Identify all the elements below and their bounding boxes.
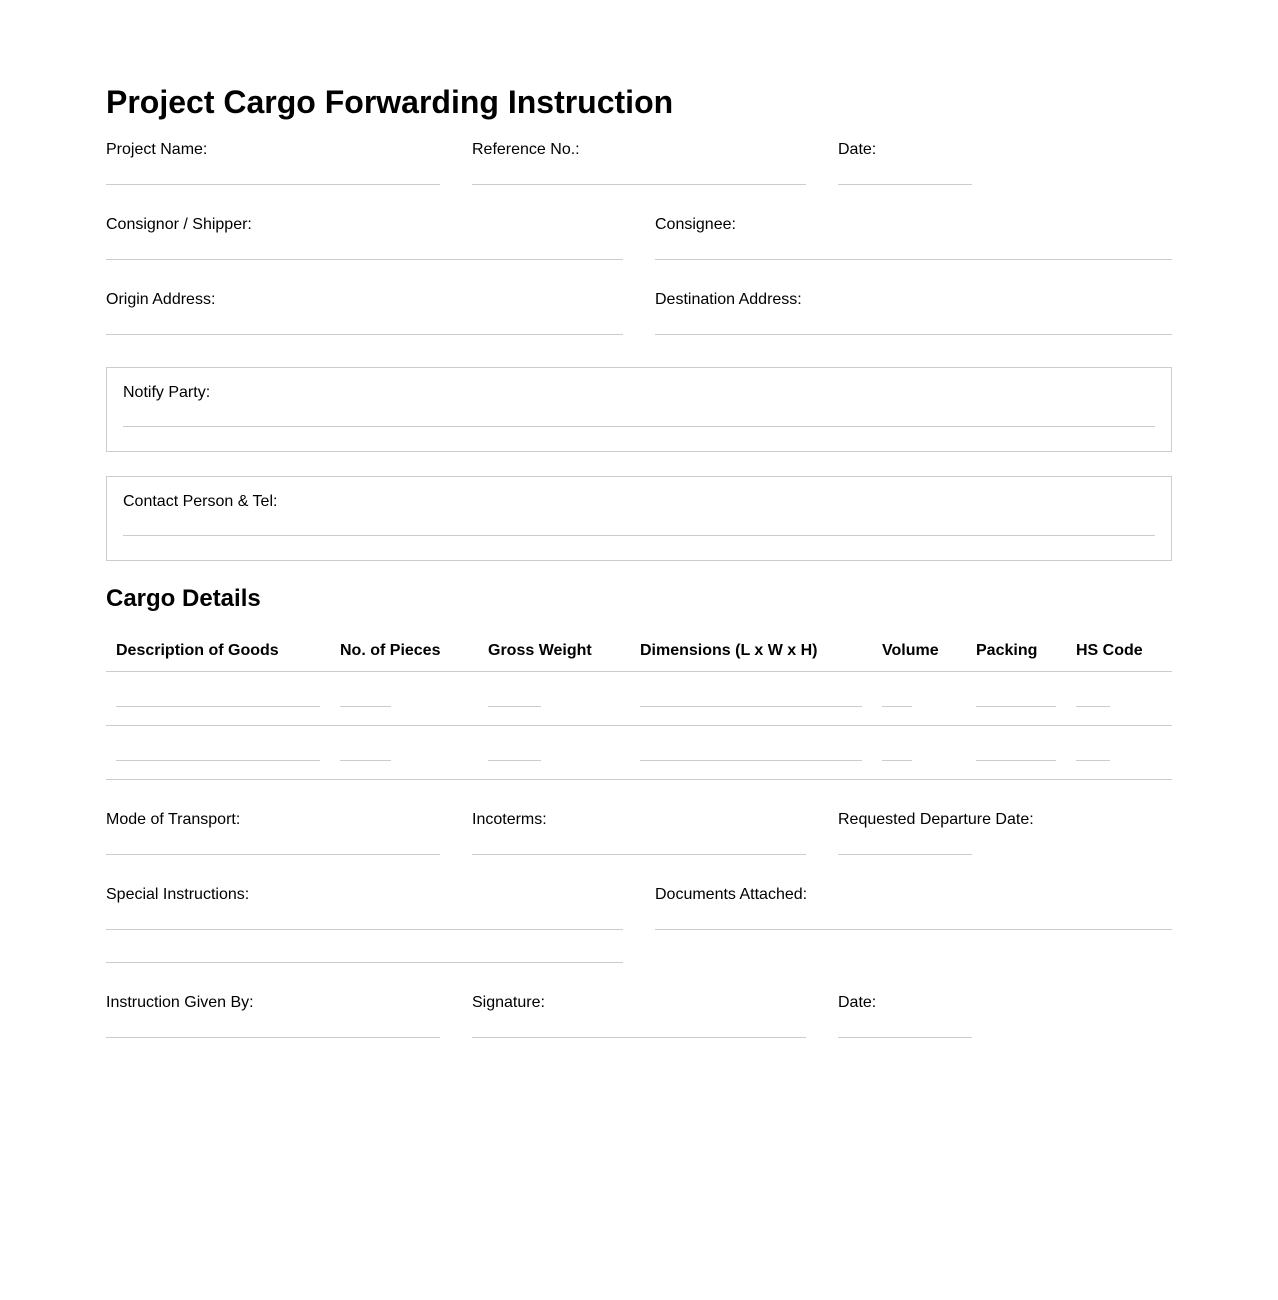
column-header-hs-code: HS Code [1076,642,1143,659]
instruction-given-by-field[interactable] [106,994,440,1039]
column-header-packing: Packing [976,642,1038,659]
weight-cell-input[interactable] [488,760,541,761]
project-name-label: Project Name: [106,141,208,158]
special-instructions-label: Special Instructions: [106,886,250,903]
dimensions-cell-input[interactable] [640,760,862,761]
origin-address-input-line[interactable] [106,334,623,335]
mode-of-transport-field[interactable] [106,811,440,856]
destination-address-field[interactable] [655,291,1172,336]
weight-cell-input[interactable] [488,706,541,707]
signoff-date-label: Date: [838,994,877,1011]
column-header-volume: Volume [882,642,939,659]
date-field[interactable] [838,141,972,186]
signature-input-line[interactable] [472,1037,806,1038]
special-instructions-field[interactable] [106,886,623,964]
consignee-field[interactable] [655,216,1172,261]
description-cell-input[interactable] [116,706,320,707]
instruction-given-by-input-line[interactable] [106,1037,440,1038]
date-label: Date: [838,141,877,158]
instruction-given-by-label: Instruction Given By: [106,994,254,1011]
signature-field[interactable] [472,994,806,1039]
destination-address-label: Destination Address: [655,291,802,308]
destination-address-input-line[interactable] [655,334,1172,335]
row-divider [106,725,1172,726]
origin-address-label: Origin Address: [106,291,216,308]
consignee-label: Consignee: [655,216,736,233]
consignee-input-line[interactable] [655,259,1172,260]
incoterms-input-line[interactable] [472,854,806,855]
volume-cell-input[interactable] [882,706,912,707]
dimensions-cell-input[interactable] [640,706,862,707]
origin-address-field[interactable] [106,291,623,336]
contact-person-box[interactable] [106,476,1172,561]
description-cell-input[interactable] [116,760,320,761]
special-instructions-input-line-1[interactable] [106,929,623,930]
notify-party-label: Notify Party: [123,384,211,401]
header-divider [106,671,1172,672]
notify-party-input-line[interactable] [123,426,1155,427]
incoterms-label: Incoterms: [472,811,547,828]
incoterms-field[interactable] [472,811,806,856]
pieces-cell-input[interactable] [340,706,391,707]
documents-attached-label: Documents Attached: [655,886,808,903]
date-input-line[interactable] [838,184,972,185]
consignor-input-line[interactable] [106,259,623,260]
reference-no-field[interactable] [472,141,806,186]
requested-departure-date-input-line[interactable] [838,854,972,855]
documents-attached-input-line[interactable] [655,929,1172,930]
packing-cell-input[interactable] [976,706,1056,707]
column-header-weight: Gross Weight [488,642,592,659]
signature-label: Signature: [472,994,545,1011]
volume-cell-input[interactable] [882,760,912,761]
contact-person-input-line[interactable] [123,535,1155,536]
column-header-dimensions: Dimensions (L x W x H) [640,642,818,659]
mode-of-transport-input-line[interactable] [106,854,440,855]
cargo-details-heading: Cargo Details [106,585,261,612]
reference-no-label: Reference No.: [472,141,580,158]
pieces-cell-input[interactable] [340,760,391,761]
page-title: Project Cargo Forwarding Instruction [106,84,674,120]
requested-departure-date-field[interactable] [838,811,1034,856]
documents-attached-field[interactable] [655,886,1172,931]
special-instructions-input-line-2[interactable] [106,962,623,963]
consignor-label: Consignor / Shipper: [106,216,252,233]
hs-code-cell-input[interactable] [1076,760,1110,761]
reference-no-input-line[interactable] [472,184,806,185]
column-header-pieces: No. of Pieces [340,642,441,659]
consignor-field[interactable] [106,216,623,261]
project-name-input-line[interactable] [106,184,440,185]
mode-of-transport-label: Mode of Transport: [106,811,241,828]
signoff-date-input-line[interactable] [838,1037,972,1038]
column-header-description: Description of Goods [116,642,279,659]
row-divider [106,779,1172,780]
requested-departure-date-label: Requested Departure Date: [838,811,1034,828]
signoff-date-field[interactable] [838,994,972,1039]
hs-code-cell-input[interactable] [1076,706,1110,707]
contact-person-label: Contact Person & Tel: [123,493,278,510]
project-name-field[interactable] [106,141,440,186]
packing-cell-input[interactable] [976,760,1056,761]
notify-party-box[interactable] [106,367,1172,452]
